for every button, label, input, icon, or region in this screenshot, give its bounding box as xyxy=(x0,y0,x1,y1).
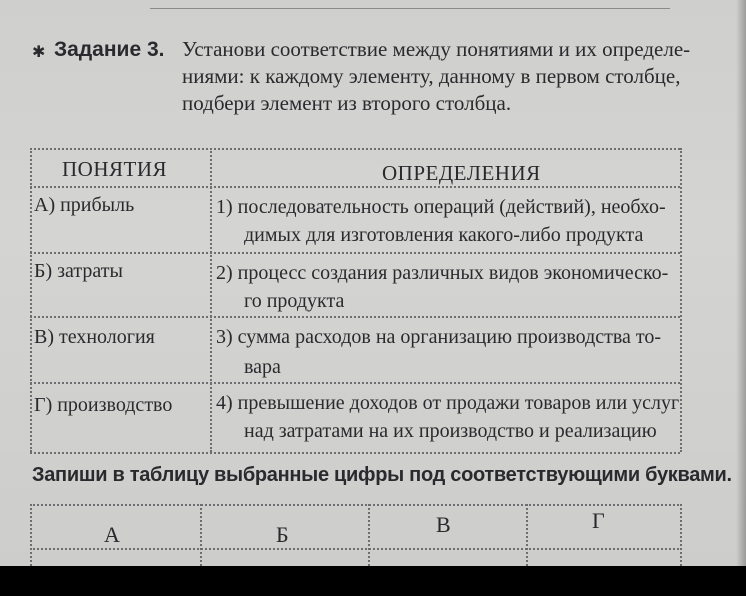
table-border-left xyxy=(30,148,32,452)
star-bullet-icon: ✱ xyxy=(32,44,46,61)
row-divider xyxy=(30,252,680,254)
answer-letter-g: Г xyxy=(592,508,605,533)
answer-table-left xyxy=(30,504,32,566)
table-border-bottom xyxy=(30,452,680,454)
concept-a: А) прибыль xyxy=(34,194,135,216)
answer-col-divider xyxy=(368,504,370,566)
header-definitions: ОПРЕДЕЛЕНИЯ xyxy=(382,161,541,185)
header-concepts: ПОНЯТИЯ xyxy=(62,157,168,181)
definition-2-line-1: 2) процесс создания различных видов экономическо- xyxy=(216,262,669,284)
answer-table-top xyxy=(30,504,682,506)
answer-col-divider xyxy=(526,504,528,566)
instruction-text: Запиши в таблицу выбранные цифры под соответствующими буквами. xyxy=(32,464,732,486)
task-text-line-2: ниями: к каждому элементу, данному в первом столбце, xyxy=(182,64,681,88)
top-divider xyxy=(150,8,670,9)
answer-letter-v: В xyxy=(436,512,451,537)
row-divider xyxy=(30,316,680,318)
answer-table-right xyxy=(680,504,682,566)
concept-g: Г) производство xyxy=(34,394,173,416)
task-number: Задание 3. xyxy=(54,38,165,61)
task-text-line-1: Установи соответствие между понятиями и их определе- xyxy=(182,37,691,61)
row-divider xyxy=(30,382,680,384)
definition-1-line-2: димых для изготовления какого-либо продукта xyxy=(244,224,644,246)
table-column-divider xyxy=(210,148,212,452)
definition-2-line-2: го продукта xyxy=(244,290,345,312)
answer-table-divider xyxy=(30,548,682,550)
definition-3-line-1: 3) сумма расходов на организацию производства то- xyxy=(216,326,662,348)
concept-v: В) технология xyxy=(34,326,155,348)
table-border-top xyxy=(30,148,680,150)
definition-3-line-2: вара xyxy=(244,356,281,378)
bottom-black-bar xyxy=(0,566,746,596)
definition-1-line-1: 1) последовательность операций (действий), необхо- xyxy=(216,196,666,218)
table-header-divider xyxy=(30,186,680,188)
answer-letter-a: А xyxy=(104,522,120,547)
page-edge-shadow xyxy=(736,0,746,566)
answer-letter-b: Б xyxy=(276,522,289,547)
table-border-right xyxy=(680,148,682,452)
concept-b: Б) затраты xyxy=(34,260,123,282)
answer-col-divider xyxy=(200,504,202,566)
task-text-line-3: подбери элемент из второго столбца. xyxy=(182,91,512,115)
definition-4-line-2: над затратами на их производство и реализацию xyxy=(244,420,657,442)
definition-4-line-1: 4) превышение доходов от продажи товаров или услуг xyxy=(216,392,680,414)
